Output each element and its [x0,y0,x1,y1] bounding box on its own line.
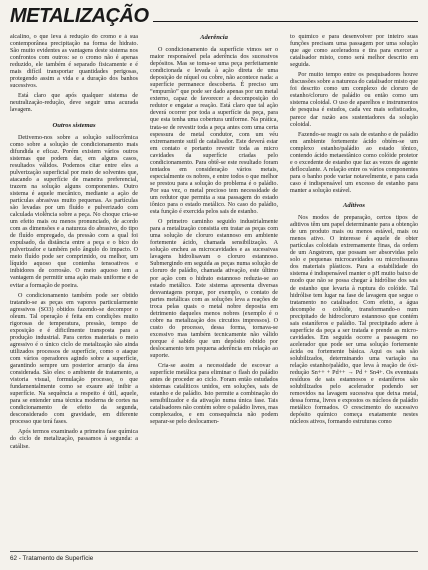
section-title: METALIZAÇÃO [10,5,149,27]
paragraph: alcalino, o que leva à redução do cromo e à sua contemporânea precipitação na forma de hidrato. São muito evidentes as vantagens deste sistema nos confrontos com outros: se o cromo não é apenas reduzido, ele também é separado fisicamente e é mais difícil transportar quantidades perigosas, protegendo assim a vida e a duração dos banhos sucessivos. [10,34,138,90]
page-header [10,4,418,26]
article-body [10,34,418,546]
paragraph: Nos modos de preparação, certos tipos de aditivos têm um papel determinante para a obtenção de um produto mais ou menos estável, mais ou menos ativo. O interesse é aquele de obter partículas coloidais extremamente finas, da ordem de um Angstrom, que possam ser absorvidas pelo solo e pequenas microcavidades ou microfissuras dos materiais plásticos. Para a estabilidade do sistema é indispensável manter o pH muito baixo de modo que não se possa chegar à hidrólise dos sais de estanho que levaria à ruptura do colóide. Tal hidrólise tem lugar na fase de lavagem que segue o tratamento no catalisador. Com efeito, a água decompõe o colóide, transformando-o num precipitado de hidrocloruro estannoso que contém sais estaníferos e paládio. Tal precipitado adere à superfície da peça a ser tratada e prende as micro-cavidades. Em seguida ocorre a passagem no acelerador que pode ser uma solução fortemente ácida ou fortemente básica. Aqui os sais são solubilizados, determinando uma variação na relação estanho/paládio, que leva à reação de óxi-redução Sn++ + Pd++ → Pd + Sn4+. Os eventuais resíduos de sais estannosos e estaníferos são solubilizados pelo acelerador podendo ser removidos na lavagem sucessiva que deixa metal, dessa forma, livres e expostos os núcleos de paládio metálico formados. O crescimento do sucessivo depósito químico começa exatamente nestes núcleos ativos, formando estruturas como [290,215,418,426]
paragraph: Após termos examinado a primeira fase química do ciclo de metalização, passamos à segunda: a catálise. [10,429,138,450]
paragraph: O primeiro caminho seguido industrialmente para a metalização consistia em tratar as peças com uma solução de cloruro estannoso em ambiente fortemente ácido, chamada sensibilização. A solução encheu as microcavidades e as sucessivas lavagens hidrolisavam o cloruro estannoso. Submergindo em seguida as peças numa solução de cloruro de paládio, chamada ativação, este último por ação com o hidrato estannoso reduzia-se ao estado metálico. Este sistema apresenta diversas desvantagens porque, por exemplo, o contato de partes metálicas com as soluções leva a reações de troca pelas quais o metal nobre deposita em detrimento daqueles menos nobres (exemplo é o cobre na metalização dos circuitos impressos). O custo do processo, dessa forma, tornava-se excessivo mas também tecnicamente não válido porque é sabido que um depósito obtido por deslocamento tem pequena aderência em relação ao suporte. [150,219,278,360]
page-footer: 62 - Tratamento de Superfície [10,551,418,563]
paragraph: Fazendo-se reagir os sais de estanho e de paládio em ambiente fortemente ácido obtém-se um complexo estanho/paládio ao estado iônico, contendo ácido metaestânico como colóide protetor e o excedente de estanho que faz as vezes de agente defloculante. A relação entre os vários componentes para o banho pode variar notavelmente, e para cada caso é indispensável um excesso de estanho para manter a solução estável. [290,131,418,194]
paragraph: Cria-se assim a necessidade de escovar a superfície metálica para eliminar o flash do paládio antes de proceder ao ciclo. Foram então estudados sistemas catalíticos unidos, em soluções, sais de estanho e de paládio. Isto permite a combinação do sensibilizador e da ativação numa única fase. Tais catalisadores não contém sobre o paládio livres, mas complexados, e em consequência não podem separar-se pelo deslocamen- [150,363,278,426]
paragraph: O condicionamento também pode ser obtido tratando-se as peças em vapores particularmente agressivos (SO3) obtidos fazendo-se decompor o oleum. Tal operação é feita em condições muito rigorosas de temperatura, pressão, tempo de exposição e é dificilmente transposta para a produção industrial. Para certos materiais o meio agressivo é o único ciclo de metalização são ainda utilizados processos de superfície, como o ataque com vários operadores agindo sobre a superfície, garantindo sempre um posterior arranjo da área considerada. São eles: o ambiente de tratamento, a vistoria visual, formulação processo, o que fundamentalmente como se exaure até inibir a superfície. Na sequência a respeito é útil, aquele, para se entender uma técnica moderna de cortes na condicionamento de efeito da segunda, desconsiderado com gravidade, em diferente processo que terá fases. [10,292,138,426]
paragraph: Por muito tempo entre os pesquisadores houve discussões sobre a natureza do catalisador misto que foi descrito como um complexo de cloruro de estanho/cloruro de paládio ou então como um sistema coloidal. O uso de aparelhos e instrumentos de pesquisa é estudos, cada vez mais sofisticados, parece dar razão aos sustentadores da solução coloidal. [290,72,418,128]
paragraph: Está claro que após qualquer sistema de neutralização-redução, deve seguir uma acurada lavagem. [10,93,138,114]
column-right [290,34,418,546]
subheading-aditivos: Aditivos [343,202,365,210]
paragraph: Detivemo-nos sobre a solução sulfocrômica como sobre a solução de condicionamento mais difundida e eficaz. Porém existem vários outros sistemas que podem dar, em alguns casos, resultados válidos. Podemos citar entre eles a pulverização superficial por meio de solventes que, atacando a superfície de maneira preferencial, trazem na solução alguns componentes. Outro sistema é aquele mecânico, mediante a ação de partículas abrasivas muito pequenas. As partículas são levadas por um fluído e pulverizado com calculada violência sobre a peça. No choque cria-se um efeito mais ou menos pronunciado, de acordo com as dimensões e a natureza do abrasivo, do tipo de fluído empregado, da pressão com a qual foi expulsado, da distância entre a peça e o bico do pulverizador e também pelo ângulo do impacto. O meio fluído pode ser comprimido, ou melhor, um líquido aquoso que contenha tensoativos e inibidores de corrosão. O meio aquoso tem a vantagem de permitir uma ação mais uniforme e de evitar a formação de poeira. [10,134,138,289]
paragraph: O condicionamento da superfície vimos ser o maior responsável pela aderência dos sucessivos depósitos. Mas se toma-se uma peça perfeitamente condicionada e levada à ação direta de uma deposição de níquel ou cobre, não acontece nada: a superfície permanece descoberta. É preciso um “empurrão” que pode ser dado apenas por um metal externo, capaz de favorecer a decomposição do redutor e engatar a reação. Está claro que tal ação deverá ocorrer por toda a superfície da peça, para que esta tenha uma cobertura uniforme. Na prática, trata-se de revestir toda a peça antes com uma certa espessura de metal condutor, com um véu extremamente sutil de catalisador. Este deverá estar em contato e portanto revestir toda as micro cavidades da superfície criadas pelo condicionamento. Para obtê-se este resultado foram tentados em consideração vários metais, especialmente os nobres, e entre todos o que melhor se prestou para a solução do problema é o paládio. Por sua vez, o metal precioso tem necessidade de um redutor que permita a sua passagem do estado iônico para o estado metálico. No caso do paládio, esta função é exercida pelos sais de estanho. [150,47,278,216]
subheading-aderencia: Aderência [200,34,228,41]
paragraph: to químico e para desenvolver por inteiro suas funções precisam uma passagem por uma solução que age como aceleradora e tira para exercer a catalisador misto, como será melhor descrito em seguida. [290,34,418,69]
column-left [10,34,138,546]
subheading-outros-sistemas: Outros sistemas [52,121,96,129]
header-rule [153,21,418,22]
column-middle [150,34,278,546]
